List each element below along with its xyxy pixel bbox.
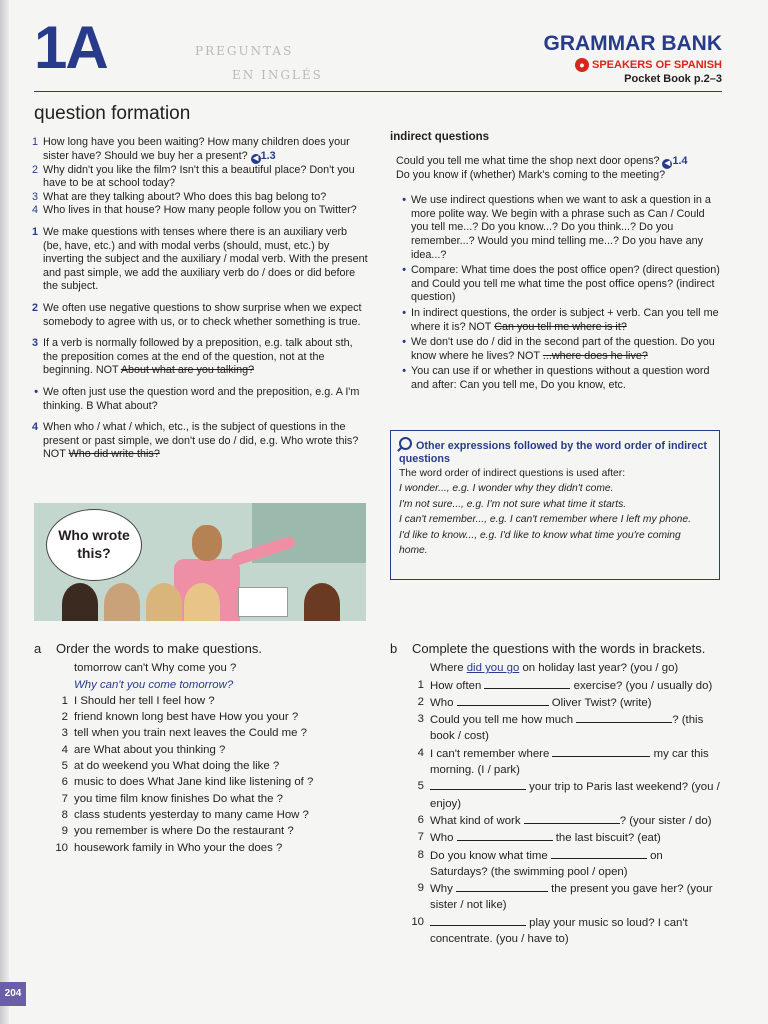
speech-bubble: Who wrote this? <box>46 509 142 581</box>
rule-text: We make questions with tenses where there is an auxiliary verb (be, have, etc.) and with modal verbs (should, must, etc.) by inverting the subject and the auxiliary / modal verb. With the present and past simple, we add the auxiliary verb do / does or did before the subject. <box>43 225 368 293</box>
item-prompt: the present you gave her? (your sister / not like) <box>430 883 713 912</box>
exercise-a-heading <box>34 641 368 657</box>
rule-text: We often just use the question word and the preposition, e.g. A I'm thinking. B What about? <box>43 385 360 412</box>
exercise-a <box>34 641 368 856</box>
example-answer: did you go <box>466 662 520 675</box>
example-words: tomorrow can't Why come you ? <box>74 662 237 675</box>
item-number: 4 <box>31 204 38 217</box>
exercise-item-text <box>430 914 720 948</box>
speaker-icon: ◀ <box>662 159 672 169</box>
wrong-example: About what are you talking? <box>120 364 255 377</box>
globe-icon: ● <box>575 58 589 72</box>
item-prompt: exercise? (you / usually do) <box>570 679 713 692</box>
wrong-example: Can you tell me where is it? <box>494 320 627 333</box>
exercise-item <box>390 677 720 694</box>
rule-text: In indirect questions, the order is subject + verb. Can you tell me where it is? NOT <box>411 306 719 333</box>
left-rules <box>22 226 368 462</box>
rule-text-wrap <box>43 302 368 329</box>
pencil-note: EN INGLÉS <box>232 68 323 82</box>
page-number: 204 <box>0 982 26 1006</box>
paper-stack <box>238 587 288 617</box>
exercise-item <box>34 807 368 823</box>
item-prompt: Oliver Twist? (write) <box>548 696 652 709</box>
example-sentence <box>390 155 720 169</box>
jumbled-words: class students yesterday to many came How ? <box>74 808 309 821</box>
item-prompt: How often <box>430 679 485 692</box>
rule-text-wrap <box>411 264 720 305</box>
exercise-item-text <box>430 694 652 711</box>
bullet-icon: • <box>402 365 406 378</box>
bullet-icon: • <box>402 306 406 319</box>
unit-code: 1A <box>34 14 107 81</box>
answer-blank[interactable] <box>456 880 548 892</box>
answer-blank[interactable] <box>484 677 570 689</box>
example-text-wrap <box>43 164 368 191</box>
bullet-icon: • <box>402 264 406 277</box>
exercise-item-text <box>430 847 720 881</box>
example-before: Where <box>430 662 467 675</box>
exercise-a-items <box>34 693 368 856</box>
rule-text: When who / what / which, etc., is the subject of questions in the present or past simple, we don't use do / did, e.g. Who wrote this? NOT <box>43 421 359 461</box>
answer-blank[interactable] <box>457 694 549 706</box>
exercise-item-text <box>430 812 712 829</box>
example-text-wrap <box>43 136 368 164</box>
item-prompt: Why <box>430 883 456 896</box>
student-head <box>304 583 340 621</box>
item-number: 10 <box>411 915 424 928</box>
example-text: What are they talking about? Who does this bag belong to? <box>43 190 327 203</box>
item-prompt: the last biscuit? (eat) <box>552 832 661 845</box>
answer-blank[interactable] <box>576 711 672 723</box>
rule-text: We don't use do / did in the second part of the question. Do you know where he lives? NOT <box>411 336 715 362</box>
item-number: 9 <box>61 825 68 838</box>
audio-track[interactable] <box>251 150 276 162</box>
grammar-rule <box>390 336 720 363</box>
info-box-line: I can't remember..., e.g. I can't remember where I left my phone. <box>399 514 691 526</box>
exercise-instruction: Complete the questions with the words in brackets. <box>412 641 706 656</box>
exercise-item <box>390 694 720 711</box>
info-box-line: I'd like to know..., e.g. I'd like to know what time you're coming home. <box>399 529 681 557</box>
rule-text-wrap <box>411 307 720 334</box>
exercise-item <box>390 711 720 745</box>
audio-track-number: 1.4 <box>672 154 688 167</box>
answer-blank[interactable] <box>552 745 650 757</box>
exercise-item <box>34 823 368 839</box>
illustration <box>34 503 366 621</box>
pocket-book-ref: Pocket Book p.2–3 <box>624 73 722 85</box>
exercise-item <box>34 742 368 758</box>
teacher-head <box>192 525 222 561</box>
exercise-item <box>34 791 368 807</box>
item-number: 6 <box>417 813 424 826</box>
right-examples <box>390 155 720 183</box>
item-prompt: your trip to Paris last weekend? (you / enjoy) <box>430 781 720 810</box>
example-text: Who lives in that house? How many people follow you on Twitter? <box>43 204 357 217</box>
info-box-title <box>399 437 711 466</box>
exercise-item-text <box>430 711 720 745</box>
rule-text-wrap <box>43 421 368 462</box>
item-prompt: I can't remember where <box>430 747 553 760</box>
item-number: 5 <box>417 780 424 793</box>
rule-number: 4 <box>31 421 38 434</box>
example-answer-row <box>34 677 368 693</box>
item-number: 3 <box>61 727 68 740</box>
speaker-icon: ◀ <box>251 154 261 164</box>
rule-text: We often use negative questions to show surprise when we expect somebody to agree with us, or to check whether something is true. <box>43 301 362 328</box>
jumbled-words: you remember is where Do the restaurant ? <box>74 825 294 838</box>
rule-number: 3 <box>31 337 38 350</box>
grammar-bank-header <box>544 32 722 85</box>
jumbled-words: housework family in Who your the does ? <box>74 841 283 854</box>
rule-text: Compare: What time does the post office open? (direct question) and Could you tell me what time the post office opens? (indirect question) <box>411 264 720 304</box>
example-text-wrap <box>43 204 357 218</box>
item-number: 4 <box>61 743 68 756</box>
example-sentence <box>22 136 368 164</box>
item-number: 10 <box>55 841 68 854</box>
info-box-lines <box>399 481 711 558</box>
example-text: Why didn't you like the film? Isn't this a beautiful place? Don't you have to be at school today? <box>43 163 355 190</box>
pencil-note: PREGUNTAS <box>195 44 294 58</box>
example-answer: Why can't you come tomorrow? <box>74 678 234 691</box>
audio-track-number: 1.3 <box>260 149 276 162</box>
exercise-item-text <box>430 778 720 812</box>
header-divider <box>34 91 722 92</box>
info-box <box>390 430 720 580</box>
item-number: 4 <box>417 746 424 759</box>
item-number: 5 <box>61 760 68 773</box>
bullet-icon: • <box>402 336 406 349</box>
jumbled-words: at do weekend you What doing the like ? <box>74 760 280 773</box>
item-prompt: What kind of work <box>430 814 524 827</box>
exercise-letter: a <box>34 641 42 656</box>
jumbled-words: tell when you train next leaves the Could me ? <box>74 727 308 740</box>
exercise-item <box>34 758 368 774</box>
example-item <box>34 660 368 676</box>
example-after: on holiday last year? (you / go) <box>519 662 679 675</box>
item-number: 8 <box>61 808 68 821</box>
magnifier-icon <box>399 437 412 450</box>
grammar-rule <box>22 421 368 462</box>
answer-blank[interactable] <box>430 914 526 926</box>
exercise-item <box>34 725 368 741</box>
exercise-item-text <box>430 745 720 779</box>
item-number: 6 <box>61 776 68 789</box>
exercise-b-items <box>390 677 720 948</box>
item-number: 7 <box>417 831 424 844</box>
exercise-item <box>390 745 720 779</box>
exercise-item <box>34 840 368 856</box>
exercise-item <box>390 847 720 881</box>
exercise-item <box>390 778 720 812</box>
info-box-title-text: Other expressions followed by the word order of indirect questions <box>399 440 707 465</box>
jumbled-words: friend known long best have How you your ? <box>74 711 299 724</box>
left-examples <box>22 136 368 218</box>
answer-blank[interactable] <box>457 829 553 841</box>
item-prompt: my car this morning. (I / park) <box>430 747 709 777</box>
exercise-item <box>390 829 720 846</box>
jumbled-words: music to does What Jane kind like listening of ? <box>74 776 314 789</box>
info-box-line: I wonder..., e.g. I wonder why they didn't come. <box>399 483 614 495</box>
speakers-text: SPEAKERS OF SPANISH <box>592 58 722 71</box>
exercise-item <box>390 914 720 948</box>
info-box-intro: The word order of indirect questions is used after: <box>399 468 626 479</box>
answer-blank[interactable] <box>524 812 620 824</box>
example-sentence <box>22 164 368 191</box>
example-sentence <box>22 204 368 218</box>
item-number: 9 <box>417 882 424 895</box>
item-number: 1 <box>31 136 38 148</box>
grammar-rule <box>22 302 368 329</box>
rule-text-wrap <box>43 337 368 378</box>
grammar-rule <box>390 264 720 305</box>
rule-text: If a verb is normally followed by a preposition, e.g. talk about sth, the preposition comes at the end of the question, not at the beginning. NOT <box>43 337 353 377</box>
item-prompt: Who <box>430 696 457 709</box>
example-text: Do you know if (whether) Mark's coming to the meeting? <box>396 168 666 181</box>
exercise-item <box>34 774 368 790</box>
item-number: 3 <box>31 190 38 203</box>
exercise-item <box>34 693 368 709</box>
item-number: 1 <box>417 678 424 691</box>
left-column <box>22 136 368 462</box>
wrong-example: Who did write this? <box>68 448 160 461</box>
rule-text-wrap <box>411 336 720 363</box>
rule-text-wrap <box>411 365 720 392</box>
rule-text: You can use if or whether in questions without a question word and after: Can you tell me, Do you know, etc. <box>411 365 710 391</box>
grammar-rule <box>390 194 720 262</box>
answer-blank[interactable] <box>430 778 526 790</box>
rule-text: We use indirect questions when we want to ask a question in a more polite way. We begin with a phrase such as Can / Could you tell me...? Do you know...? Do you think...? Do you remember...? Would you mind telling me...? Do you have any idea...? <box>411 194 711 261</box>
answer-blank[interactable] <box>551 847 647 859</box>
wrong-example: ...where does he live? <box>542 349 648 362</box>
student-head <box>184 583 220 621</box>
grammar-rule <box>22 386 368 413</box>
student-head <box>146 583 182 621</box>
rule-text-wrap <box>411 194 720 262</box>
item-number: 1 <box>61 694 68 707</box>
exercise-b-heading <box>390 641 720 657</box>
example-item <box>390 660 720 676</box>
rule-text-wrap <box>43 386 368 413</box>
item-prompt: play your music so loud? I can't concentrate. (you / have to) <box>430 916 688 946</box>
bullet-icon: • <box>402 194 406 207</box>
page-edge <box>0 0 9 1024</box>
info-box-line: I'm not sure..., e.g. I'm not sure what time it starts. <box>399 498 627 510</box>
item-number: 3 <box>417 713 424 726</box>
right-column <box>390 131 720 393</box>
item-number: 2 <box>417 695 424 708</box>
item-prompt: ? (this book / cost) <box>430 714 704 743</box>
grammar-rule <box>390 365 720 392</box>
item-number: 2 <box>31 163 38 176</box>
exercise-item <box>390 812 720 829</box>
grammar-bank-title: GRAMMAR BANK <box>543 32 722 55</box>
exercise-item-text <box>430 880 720 914</box>
rule-text-wrap <box>43 226 368 294</box>
audio-track[interactable] <box>662 155 687 167</box>
rule-number: 1 <box>31 225 38 238</box>
item-number: 2 <box>61 711 68 724</box>
grammar-rule <box>22 337 368 378</box>
jumbled-words: are What about you thinking ? <box>74 743 226 756</box>
section-title: question formation <box>34 103 191 124</box>
indirect-questions-title: indirect questions <box>390 131 490 143</box>
item-number: 8 <box>417 848 424 861</box>
grammar-rule <box>390 307 720 334</box>
item-prompt: Could you tell me how much <box>430 714 577 727</box>
exercise-b <box>390 641 720 947</box>
item-prompt: on Saturdays? (the swimming pool / open) <box>430 849 663 878</box>
rule-number: 2 <box>31 301 38 314</box>
item-prompt: Do you know what time <box>430 849 551 862</box>
jumbled-words: you time film know finishes Do what the ? <box>74 792 283 805</box>
example-text: How long have you been waiting? How many children does your sister have? Should we buy her a present? <box>43 136 350 162</box>
grammar-rule <box>22 226 368 294</box>
exercise-item-text <box>430 677 712 694</box>
exercise-instruction: Order the words to make questions. <box>56 641 262 656</box>
rule-number: • <box>34 385 38 398</box>
exercise-item <box>390 880 720 914</box>
student-head <box>62 583 98 621</box>
item-prompt: ? (your sister / do) <box>619 814 712 827</box>
item-prompt: Who <box>430 832 457 845</box>
example-text: Could you tell me what time the shop next door opens? <box>396 154 660 167</box>
item-number: 7 <box>61 792 68 805</box>
exercise-item <box>34 709 368 725</box>
right-bullets <box>390 194 720 392</box>
exercise-item-text <box>430 829 661 846</box>
example-sentence <box>22 191 368 205</box>
exercise-letter: b <box>390 641 398 656</box>
example-text-wrap <box>43 191 326 205</box>
jumbled-words: I Should her tell I feel how ? <box>74 694 215 707</box>
student-head <box>104 583 140 621</box>
speakers-label <box>544 58 722 72</box>
example-sentence <box>390 169 720 183</box>
